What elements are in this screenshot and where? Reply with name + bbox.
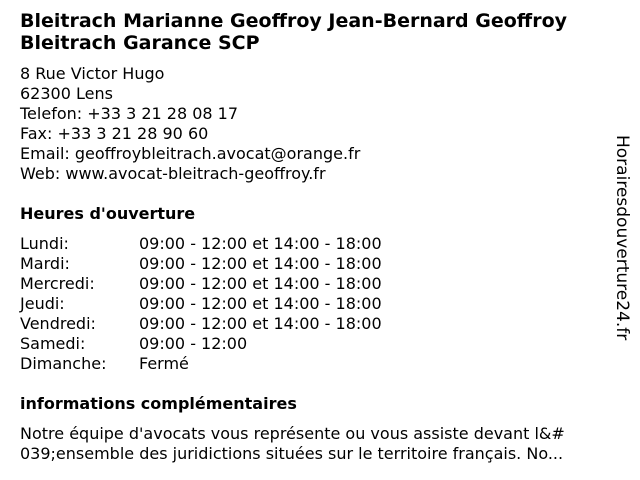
- hours-row-lundi: [20, 234, 382, 254]
- day-hours: 09:00 - 12:00 et 14:00 - 18:00: [139, 294, 382, 313]
- address-city: 62300 Lens: [20, 84, 113, 103]
- day-hours: Fermé: [139, 354, 189, 373]
- hours-row-samedi: [20, 334, 382, 354]
- hours-row-mercredi: [20, 274, 382, 294]
- email-address[interactable]: Email: geoffroybleitrach.avocat@orange.fr: [20, 144, 361, 163]
- day-label: Samedi:: [20, 334, 86, 353]
- day-label: Lundi:: [20, 234, 69, 253]
- day-hours: 09:00 - 12:00 et 14:00 - 18:00: [139, 314, 382, 333]
- day-hours: 09:00 - 12:00 et 14:00 - 18:00: [139, 234, 382, 253]
- hours-row-mardi: [20, 254, 382, 274]
- address-street: 8 Rue Victor Hugo: [20, 64, 165, 83]
- day-hours: 09:00 - 12:00 et 14:00 - 18:00: [139, 274, 382, 293]
- phone-number[interactable]: Telefon: +33 3 21 28 08 17: [20, 104, 239, 123]
- website-link[interactable]: Web: www.avocat-bleitrach-geoffroy.fr: [20, 164, 326, 183]
- site-watermark: Horairesdouverture24.fr: [612, 135, 632, 341]
- day-label: Mercredi:: [20, 274, 95, 293]
- business-name: Bleitrach Marianne Geoffroy Jean-Bernard Geoffroy Bleitrach Garance SCP: [20, 10, 568, 54]
- day-label: Dimanche:: [20, 354, 107, 373]
- hours-row-dimanche: [20, 354, 382, 374]
- contact-block: [20, 64, 360, 184]
- additional-info-text: Notre équipe d'avocats vous représente ou vous assiste devant l&# 039;ensemble des juridictions situées sur le territoire français. No...: [20, 424, 565, 463]
- day-label: Vendredi:: [20, 314, 96, 333]
- day-label: Jeudi:: [20, 294, 65, 313]
- hours-row-jeudi: [20, 294, 382, 314]
- additional-info-heading: informations complémentaires: [20, 394, 297, 413]
- fax-number: Fax: +33 3 21 28 90 60: [20, 124, 209, 143]
- day-label: Mardi:: [20, 254, 70, 273]
- day-hours: 09:00 - 12:00: [139, 334, 248, 353]
- hours-row-vendredi: [20, 314, 382, 334]
- opening-hours-table: [20, 234, 382, 374]
- day-hours: 09:00 - 12:00 et 14:00 - 18:00: [139, 254, 382, 273]
- opening-hours-heading: Heures d'ouverture: [20, 204, 196, 223]
